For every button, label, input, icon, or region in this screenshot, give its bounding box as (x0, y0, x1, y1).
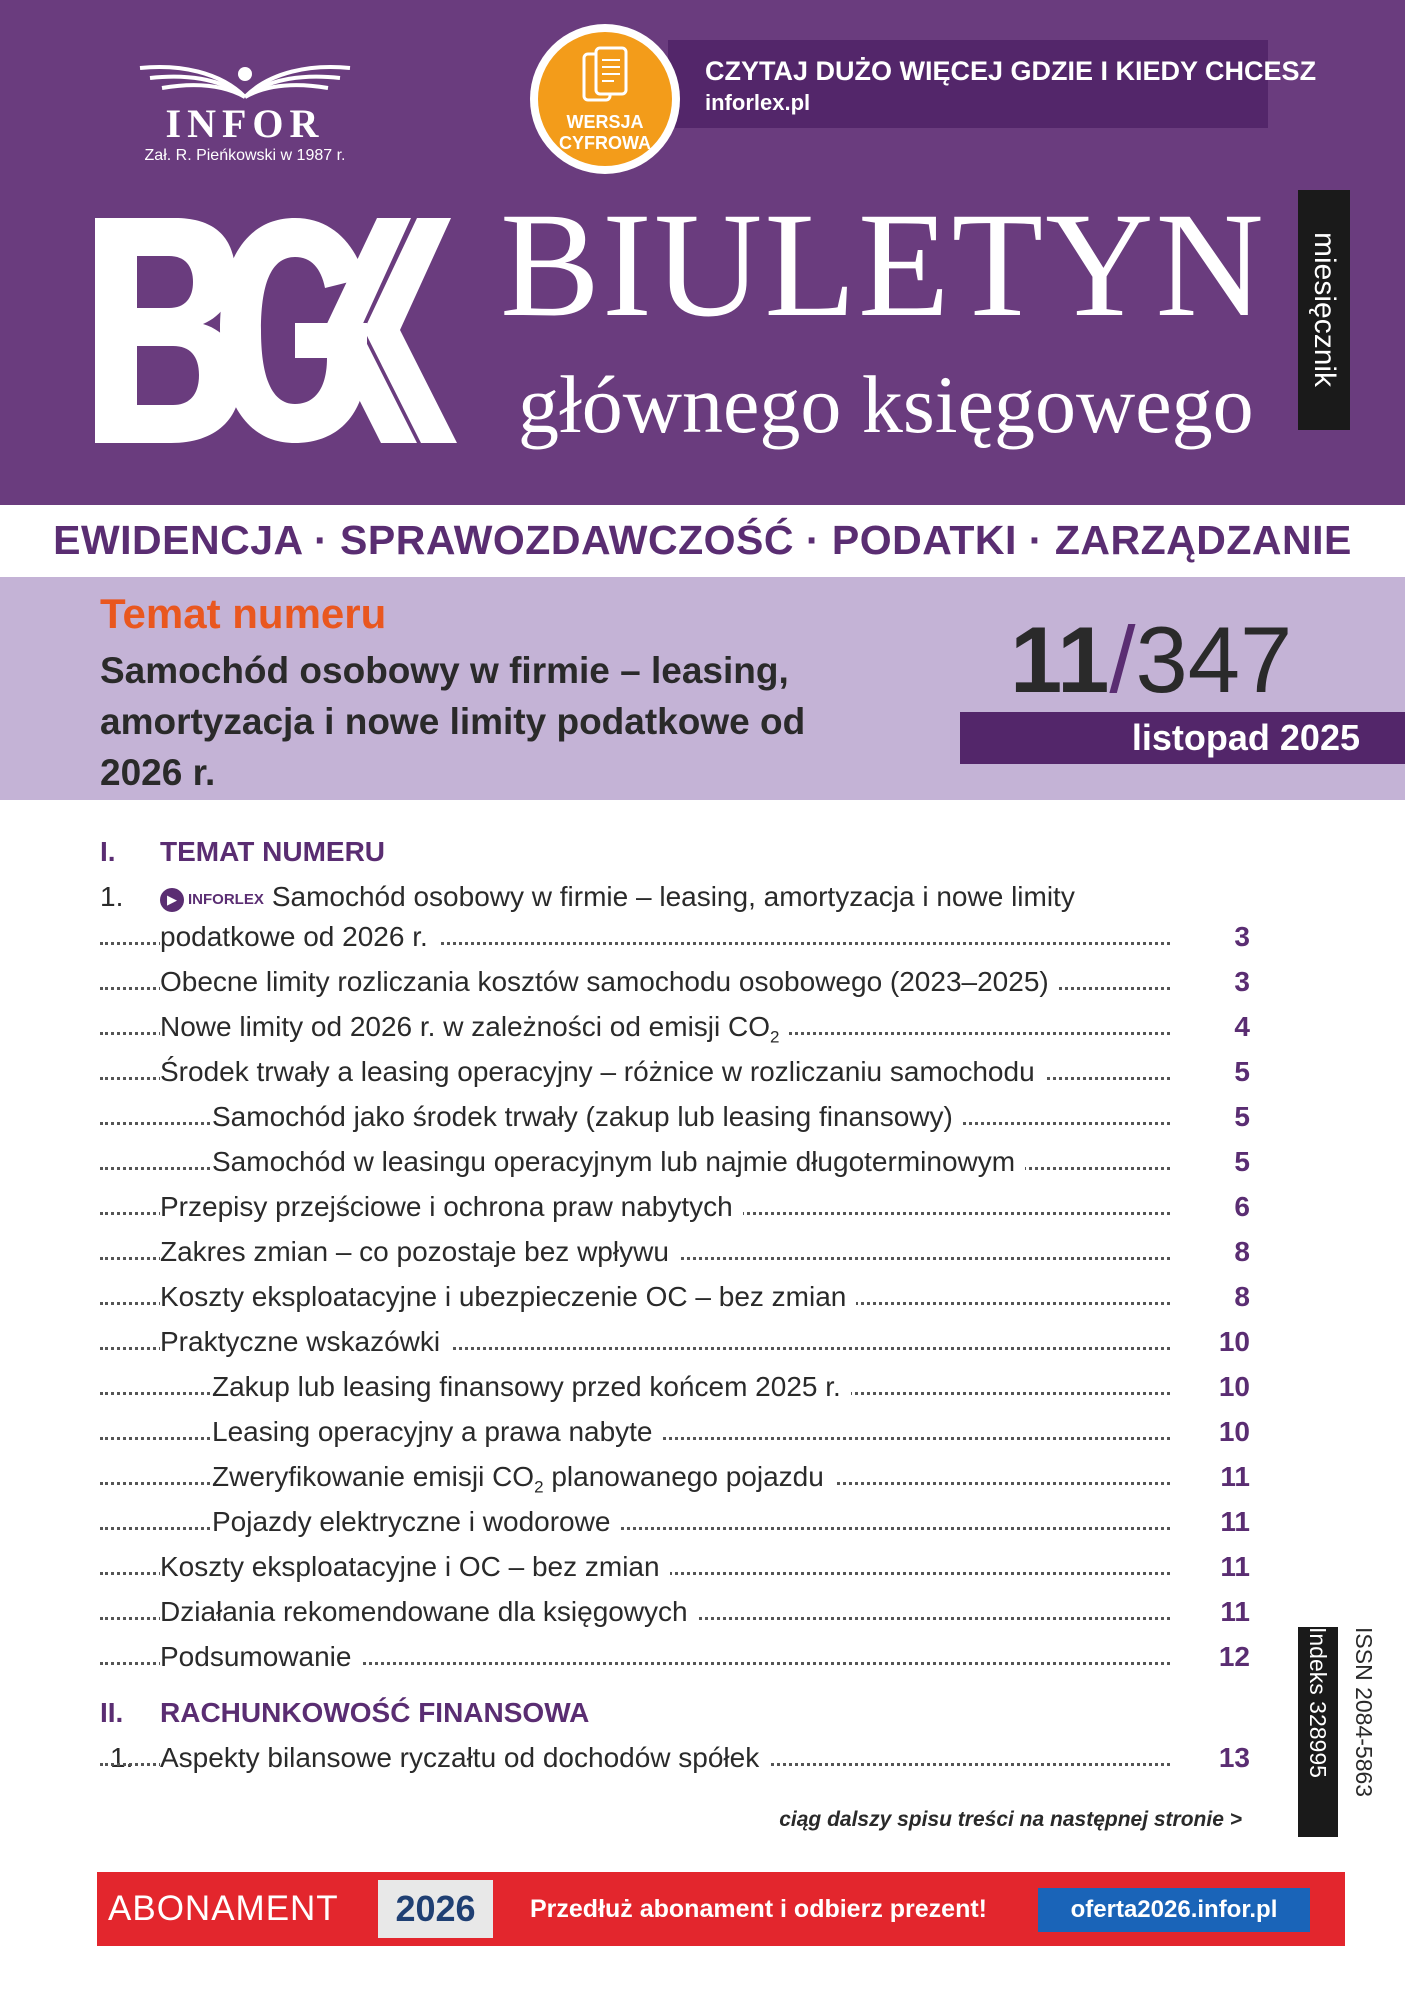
page-number: 6 (1234, 1191, 1250, 1222)
toc-item[interactable] (100, 1319, 1250, 1364)
item-number: 1. (100, 881, 124, 912)
page-number: 3 (1234, 966, 1250, 997)
subscript: 2 (534, 1477, 544, 1497)
banner-label: ABONAMENT (108, 1889, 339, 1928)
page-number: 3 (1234, 921, 1250, 952)
page-number: 8 (1234, 1281, 1250, 1312)
toc-item[interactable] (100, 1274, 1250, 1319)
page-number: 10 (1218, 1416, 1250, 1447)
toc-item[interactable] (100, 1544, 1250, 1589)
toc-item[interactable] (100, 1409, 1250, 1454)
item-title-part: Zweryfikowanie emisji CO (212, 1461, 535, 1492)
subscript: 2 (770, 1027, 780, 1047)
issue-number: 11/347 (1010, 607, 1293, 712)
toc-item[interactable] (100, 1229, 1250, 1274)
page-number: 11 (1220, 1461, 1250, 1492)
item-title: Przepisy przejściowe i ochrona praw nabytych (160, 1184, 743, 1229)
issn-number: ISSN 2084-5863 (1351, 1627, 1377, 1798)
page-number: 10 (1218, 1326, 1250, 1357)
toc-section-1 (100, 830, 1250, 874)
banner-year: 2026 (378, 1880, 493, 1938)
page-number: 11 (1220, 1506, 1250, 1537)
tablet-icon (580, 46, 630, 106)
issue-date: listopad 2025 (1131, 717, 1360, 758)
index-number: Indeks 328995 (1305, 1627, 1331, 1778)
badge-text-line2: CYFROWA (559, 133, 651, 153)
item-title: Leasing operacyjny a prawa nabyte (212, 1409, 663, 1454)
item-title: Samochód jako środek trwały (zakup lub leasing finansowy) (212, 1094, 963, 1139)
toc-item[interactable] (100, 1499, 1250, 1544)
toc-subitems (100, 959, 1250, 1679)
promo-headline: CZYTAJ DUŻO WIĘCEJ GDZIE I KIEDY CHCESZ (705, 56, 1317, 86)
item-title-part: planowanego pojazdu (543, 1461, 824, 1492)
toc-item[interactable] (100, 1004, 1250, 1049)
item-title-line2: podatkowe od 2026 r. (160, 914, 438, 959)
section-title: RACHUNKOWOŚĆ FINANSOWA (160, 1697, 590, 1728)
banner-link[interactable]: oferta2026.infor.pl (1070, 1896, 1278, 1923)
bgk-logo-icon (95, 218, 490, 443)
page-number: 4 (1234, 1011, 1250, 1042)
toc-item[interactable] (100, 1049, 1250, 1094)
banner-message: Przedłuż abonament i odbierz prezent! (530, 1895, 987, 1923)
section-title: TEMAT NUMERU (160, 836, 386, 867)
item-number: 1. (110, 1742, 134, 1773)
item-title: Środek trwały a leasing operacyjny – różnice w rozliczaniu samochodu (160, 1049, 1045, 1094)
item-title-part: Nowe limity od 2026 r. w zależności od emisji CO (160, 1011, 771, 1042)
issue-current: 11 (1010, 607, 1110, 712)
page-number: 11 (1220, 1551, 1250, 1582)
toc-section-2 (100, 1691, 1250, 1735)
toc-continued-note[interactable]: ciąg dalszy spisu treści na następnej stronie > (779, 1808, 1242, 1831)
masthead-title: BIULETYN (500, 182, 1266, 348)
frequency-label: miesięcznik (1308, 232, 1341, 388)
toc-item[interactable] (100, 1094, 1250, 1139)
item-title: Zakup lub leasing finansowy przed końcem 2025 r. (212, 1364, 851, 1409)
play-icon: ▶ (160, 888, 184, 912)
item-title: Zakres zmian – co pozostaje bez wpływu (160, 1229, 679, 1274)
toc-item[interactable] (100, 1139, 1250, 1184)
issue-total: 347 (1135, 607, 1293, 712)
toc-item[interactable] (100, 874, 1250, 914)
toc-item[interactable] (100, 1454, 1250, 1499)
toc-item[interactable] (100, 1364, 1250, 1409)
item-title: Samochód w leasingu operacyjnym lub najmie długoterminowym (212, 1139, 1025, 1184)
page-number: 8 (1234, 1236, 1250, 1267)
item-title: Obecne limity rozliczania kosztów samochodu osobowego (2023–2025) (160, 959, 1059, 1004)
toc-item[interactable] (100, 1589, 1250, 1634)
publisher-founded: Zał. R. Pieńkowski w 1987 r. (144, 147, 346, 164)
item-title: Aspekty bilansowe ryczałtu od dochodów spółek (160, 1735, 769, 1780)
toc-item[interactable] (100, 1735, 1250, 1780)
masthead-subtitle: głównego księgowego (518, 359, 1254, 450)
item-title: Praktyczne wskazówki (160, 1319, 450, 1364)
table-of-contents (100, 830, 1250, 1780)
inforlex-label: INFORLEX (188, 891, 264, 909)
page-number: 5 (1234, 1101, 1250, 1132)
item-title: Koszty eksploatacyjne i OC – bez zmian (160, 1544, 670, 1589)
publisher-name: INFOR (165, 101, 325, 146)
badge-text-line1: WERSJA (566, 112, 644, 132)
item-title: Działania rekomendowane dla księgowych (160, 1589, 698, 1634)
page-number: 11 (1220, 1596, 1250, 1627)
toc-item[interactable] (100, 1184, 1250, 1229)
section-number: II. (100, 1697, 124, 1728)
toc-item[interactable] (100, 1634, 1250, 1679)
section-number: I. (100, 836, 116, 867)
promo-link[interactable]: inforlex.pl (705, 90, 811, 115)
item-title: Koszty eksploatacyjne i ubezpieczenie OC – bez zmian (160, 1274, 856, 1319)
category-strip: EWIDENCJA · SPRAWOZDAWCZOŚĆ · PODATKI · ZARZĄDZANIE (53, 517, 1352, 563)
page-number: 13 (1218, 1742, 1250, 1773)
item-title: Pojazdy elektryczne i wodorowe (212, 1499, 620, 1544)
toc-item-continuation[interactable] (100, 914, 1250, 959)
page-number: 5 (1234, 1056, 1250, 1087)
topic-label: Temat numeru (100, 590, 387, 637)
page-number: 5 (1234, 1146, 1250, 1177)
toc-item[interactable] (100, 959, 1250, 1004)
item-title-line1: Samochód osobowy w firmie – leasing, amortyzacja i nowe limity (271, 881, 1075, 912)
page-number: 12 (1218, 1641, 1250, 1672)
item-title: Podsumowanie (160, 1634, 361, 1679)
page-number: 10 (1218, 1371, 1250, 1402)
topic-text: Samochód osobowy w firmie – leasing, amortyzacja i nowe limity podatkowe od 2026 r. (100, 650, 806, 793)
